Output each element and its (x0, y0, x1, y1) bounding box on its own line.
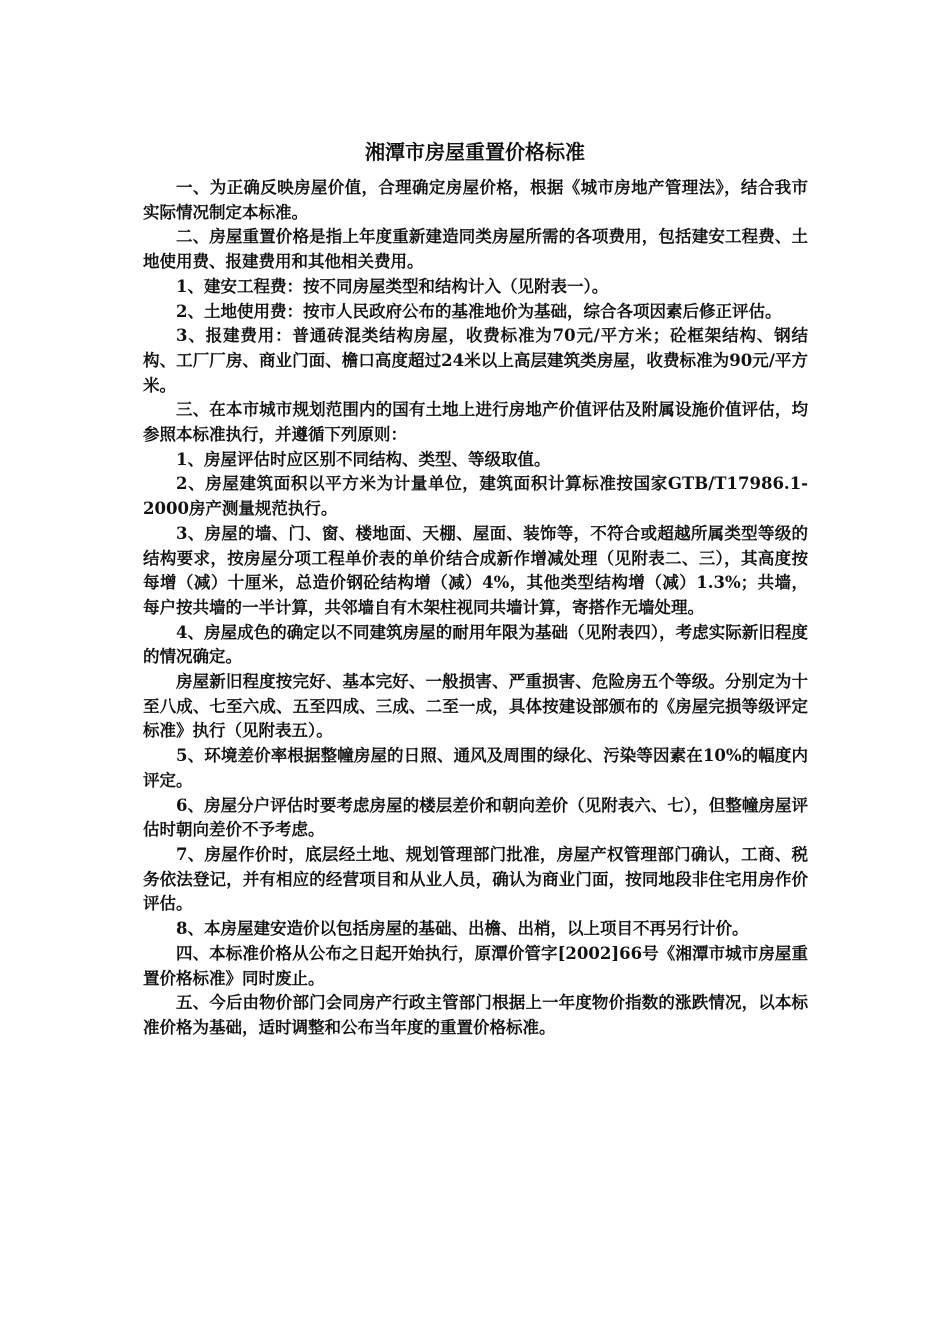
paragraph-2-item-2: 2、土地使用费：按市人民政府公布的基准地价为基础，综合各项因素后修正评估。 (176, 301, 782, 321)
paragraph-3-item-1: 1、房屋评估时应区别不同结构、类型、等级取值。 (176, 449, 551, 469)
paragraph-3-item-4: 4、房屋成色的确定以不同建筑房屋的耐用年限为基础（见附表四），考虑实际新旧程度的情况确定。 (143, 622, 808, 667)
paragraph-2-item-1: 1、建安工程费：按不同房屋类型和结构计入（见附表一）。 (176, 276, 609, 296)
paragraph-2: 二、房屋重置价格是指上年度重新建造同类房屋所需的各项费用，包括建安工程费、土地使用费、报建费用和其他相关费用。 (143, 227, 808, 272)
paragraph-1: 一、为正确反映房屋价值，合理确定房屋价格，根据《城市房地产管理法》，结合我市实际情况制定本标准。 (143, 178, 808, 222)
paragraph-3-item-8: 8、本房屋建安造价以包括房屋的基础、出檐、出梢，以上项目不再另行计价。 (176, 919, 749, 939)
paragraph-2-item-3: 3、报建费用：普通砖混类结构房屋，收费标准为70元/平方米；砼框架结构、钢结构、工厂厂房、商业门面、檐口高度超过24米以上高层建筑类房屋，收费标准为90元/平方米。 (143, 326, 808, 395)
paragraph-3-item-2: 2、房屋建筑面积以平方米为计量单位，建筑面积计算标准按国家GTB/T17986.1-2000房产测量规范执行。 (143, 474, 808, 519)
paragraph-3-item-3: 3、房屋的墙、门、窗、楼地面、天棚、屋面、装饰等，不符合或超越所属类型等级的结构要求，按房屋分项工程单价表的单价结合成新作增减处理（见附表二、三），其高度按每增（减）十厘米，总造价钢砼结构增（减）4%，其他类型结构增（减）1.3%；共墙，每户按共墙的一半计算，共邻墙自有木架柱视同共墙计算，寄搭作无墙处理。 (143, 523, 808, 617)
paragraph-3-item-4-note: 房屋新旧程度按完好、基本完好、一般损害、严重损害、危险房五个等级。分别定为十至八成、七至六成、五至四成、三成、二至一成，具体按建设部颁布的《房屋完损等级评定标准》执行（见附表五）。 (143, 672, 808, 741)
paragraph-3: 三、在本市城市规划范围内的国有土地上进行房地产价值评估及附属设施价值评估，均参照本标准执行，并遵循下列原则： (143, 400, 808, 445)
paragraph-5: 五、今后由物价部门会同房产行政主管部门根据上一年度物价指数的涨跌情况，以本标准价格为基础，适时调整和公布当年度的重置价格标准。 (143, 993, 808, 1037)
paragraph-4: 四、本标准价格从公布之日起开始执行，原潭价管字[2002]66号《湘潭市城市房屋重置价格标准》同时废止。 (143, 943, 808, 988)
paragraph-3-item-5: 5、环境差价率根据整幢房屋的日照、通风及周围的绿化、污染等因素在10%的幅度内评定。 (143, 746, 808, 790)
document-title: 湘潭市房屋重置价格标准 (365, 140, 585, 164)
paragraph-3-item-6: 6、房屋分户评估时要考虑房屋的楼层差价和朝向差价（见附表六、七），但整幢房屋评估时朝向差价不予考虑。 (143, 795, 808, 840)
document-body (143, 176, 808, 1041)
paragraph-3-item-7: 7、房屋作价时，底层经土地、规划管理部门批准，房屋产权管理部门确认，工商、税务依法登记，并有相应的经营项目和从业人员，确认为商业门面，按同地段非住宅用房作价评估。 (143, 844, 808, 914)
